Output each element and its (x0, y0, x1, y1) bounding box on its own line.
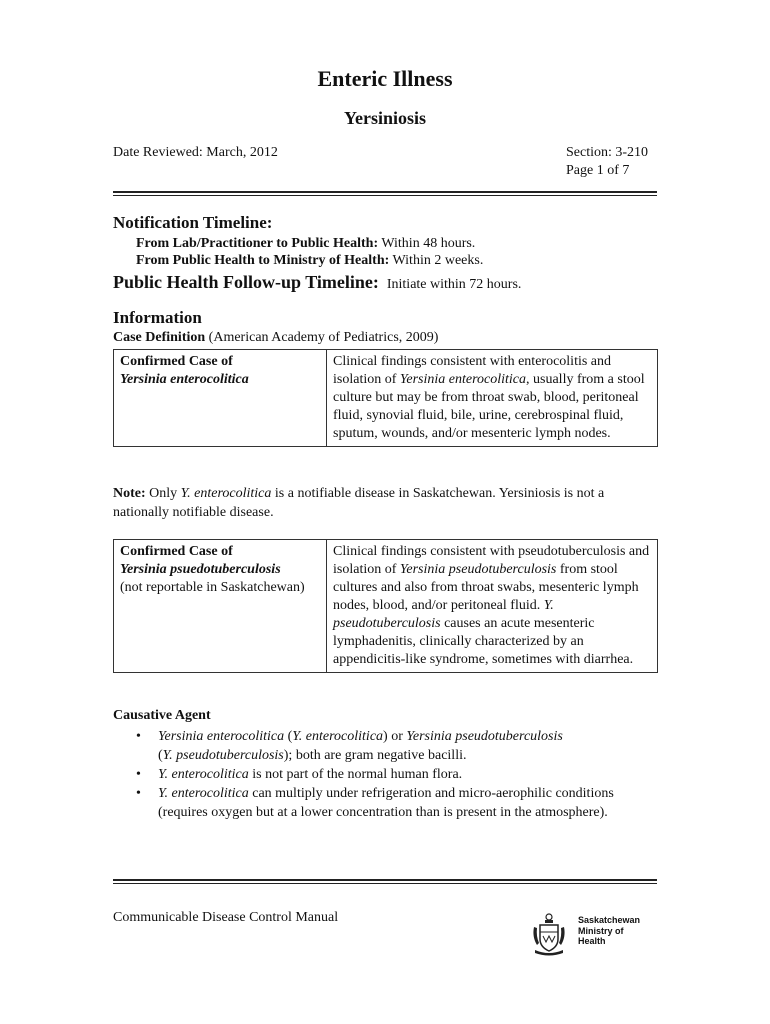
notification-line-ministry-value: Within 2 weeks. (389, 253, 484, 268)
notification-line-ministry (136, 253, 483, 269)
notification-line-lab-value: Within 48 hours. (378, 236, 476, 251)
table2-right-cell (327, 540, 658, 673)
note-italic: Y. enterocolitica (180, 486, 272, 501)
list-item (113, 765, 643, 784)
case-definition (113, 330, 438, 346)
table2-left-cell (114, 540, 327, 673)
information-heading: Information (113, 308, 202, 327)
followup-value: Initiate within 72 hours. (386, 277, 522, 292)
bullet2-italic1: Y. enterocolitica (158, 767, 249, 782)
table2-right-text3: causes an acute mesenteric lymphadenitis, clinically characterized by an appendicitis-like syndrome, sometimes with diarrhea. (333, 616, 634, 667)
table2-left-line1: Confirmed Case of (120, 544, 233, 559)
notification-line-lab (136, 236, 475, 252)
table1-right-text1: Clinical findings consistent with enterocolitis and isolation of (333, 354, 612, 387)
list-item (113, 727, 643, 765)
case-definition-table-enterocolitica (113, 349, 658, 447)
table2-left-line3: (not reportable in Saskatchewan) (120, 580, 305, 595)
table2-right-text1: Clinical findings consistent with pseudotuberculosis and isolation of (333, 544, 650, 577)
bullet3-text1: can multiply under refrigeration and micro-aerophilic conditions (requires oxygen but at a lower concentration than is present in the atmosphere). (158, 786, 614, 820)
bullet1-text2: ) or (383, 729, 407, 744)
note-text1: Only (145, 486, 181, 501)
bullet3-italic1: Y. enterocolitica (158, 786, 249, 801)
followup-heading: Public Health Follow-up Timeline: (113, 272, 379, 292)
bullet1-italic4: Y. pseudotuberculosis (162, 748, 284, 763)
bullet1-text4: ); both are gram negative bacilli. (283, 748, 467, 763)
table1-left-line2: Yersinia enterocolitica (120, 372, 249, 387)
case-definition-label: Case Definition (113, 330, 206, 345)
case-definition-table-pseudotuberculosis (113, 539, 658, 673)
causative-agent-heading: Causative Agent (113, 708, 211, 723)
document-title: Enteric Illness (317, 66, 453, 91)
bullet1-text1: ( (284, 729, 293, 744)
section-number: Section: 3-210 (566, 145, 649, 160)
table2-right-italic1: Yersinia pseudotuberculosis (399, 562, 557, 577)
table2-right-italic2: Y. pseudotuberculosis (333, 598, 554, 631)
notification-line-lab-label: From Lab/Practitioner to Public Health: (136, 236, 379, 251)
notification-line-ministry-label: From Public Health to Ministry of Health: (136, 253, 390, 268)
ministry-logo-text (578, 915, 640, 947)
list-item (113, 784, 643, 822)
footer-divider (113, 879, 657, 884)
bullet1-italic1: Yersinia enterocolitica (158, 729, 285, 744)
table2-right-text2: from stool cultures and also from throat swabs, mesenteric lymph nodes, blood, and/or peritoneal fluid. (333, 562, 639, 613)
note-paragraph (113, 484, 661, 522)
notification-heading: Notification Timeline: (113, 213, 273, 232)
note-label: Note: (113, 486, 146, 501)
table1-right-text2: , usually from a stool culture but may be from throat swab, blood, peritoneal fluid, synovial fluid, bile, urine, cerebrospinal fluid, sputum, wounds, and/or mesenteric lymph nodes. (333, 372, 645, 441)
saskatchewan-crest-icon (531, 912, 567, 956)
bullet-icon: • (136, 729, 141, 744)
logo-line-saskatchewan: Saskatchewan (578, 915, 641, 925)
table1-left-cell (114, 350, 327, 447)
bullet2-text1: is not part of the normal human flora. (248, 767, 463, 782)
bullet-icon: • (136, 767, 141, 782)
bullet-icon: • (136, 786, 141, 801)
logo-line-ministry: Ministry of (578, 925, 624, 936)
document-subtitle: Yersiniosis (343, 108, 426, 128)
case-definition-source: (American Academy of Pediatrics, 2009) (205, 330, 439, 345)
date-reviewed: Date Reviewed: March, 2012 (113, 145, 278, 160)
bullet1-text3: ( (158, 748, 163, 763)
bullet1-italic2: Y. enterocolitica (292, 729, 384, 744)
logo-line-health: Health (578, 936, 606, 946)
causative-agent-list (113, 727, 643, 822)
note-text2: is a notifiable disease in Saskatchewan. Yersiniosis is not a nationally notifiable disease. (113, 486, 605, 520)
table1-right-italic: Yersinia enterocolitica (399, 372, 527, 387)
followup-timeline (113, 272, 521, 293)
table1-left-line1: Confirmed Case of (120, 354, 233, 369)
bullet1-italic3: Yersinia pseudotuberculosis (406, 729, 563, 744)
table1-right-cell (327, 350, 658, 447)
footer-manual-title: Communicable Disease Control Manual (113, 910, 339, 925)
page-number: Page 1 of 7 (566, 163, 630, 178)
header-divider (113, 191, 657, 196)
table2-left-line2: Yersinia psuedotuberculosis (120, 562, 281, 577)
